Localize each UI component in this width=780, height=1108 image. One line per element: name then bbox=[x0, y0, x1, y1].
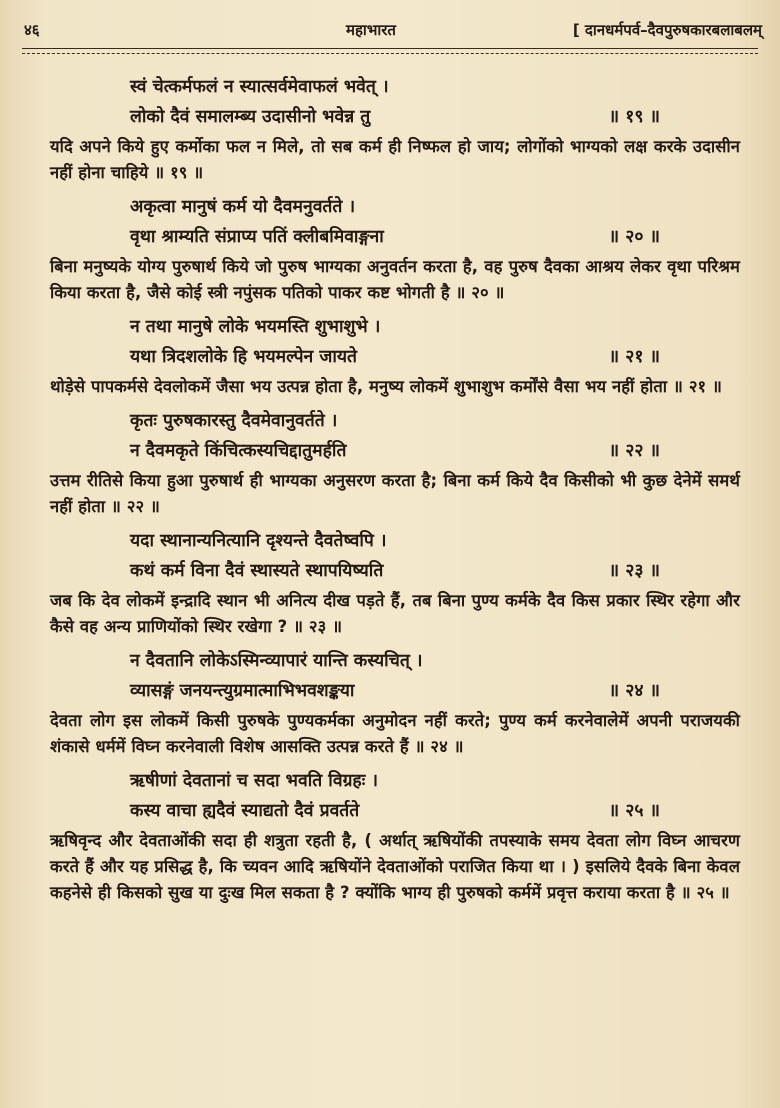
shloka-block bbox=[50, 406, 740, 520]
verse-line bbox=[50, 796, 740, 826]
shloka-block bbox=[50, 766, 740, 906]
verse-line: अकृत्वा मानुषं कर्म यो दैवमनुवर्तते । bbox=[130, 197, 356, 217]
translation: बिना मनुष्यके योग्य पुरुषार्थ किये जो पुरुष भाग्यका अनुवर्तन करता है, वह पुरुष दैवका आश्रय लेकर वृथा परिश्रम किया करता है, जैसे कोई स्त्री नपुंसक पतिको पाकर कष्ट भोगती है ॥ २० ॥ bbox=[50, 257, 740, 302]
verse-text: लोको दैवं समालम्ब्य उदासीनो भवेन्न तु bbox=[130, 107, 371, 127]
verse-text: कस्य वाचा ह्यदैवं स्याद्यतो दैवं प्रवर्तते bbox=[130, 801, 360, 821]
translation: देवता लोग इस लोकमें किसी पुरुषके पुण्यकर्मका अनुमोदन नहीं करते; पुण्य कर्म करनेवालेमें अपनी पराजयकी शंकासे धर्ममें विघ्न करनेवाली विशेष आसक्ति उत्पन्न करते हैं ॥ २४ ॥ bbox=[50, 711, 740, 756]
verse-number: ॥ २५ ॥ bbox=[608, 801, 660, 821]
verse-line bbox=[50, 436, 740, 466]
page-header bbox=[18, 18, 762, 44]
verse-line: न दैवतानि लोकेऽस्मिन्व्यापारं यान्ति कस्यचित् । bbox=[130, 651, 423, 671]
page-content bbox=[50, 72, 740, 912]
verse-text: कथं कर्म विना दैवं स्थास्यते स्थापयिष्यति bbox=[130, 561, 384, 581]
verse-text: यथा त्रिदशलोके हि भयमल्पेन जायते bbox=[130, 347, 358, 367]
section-title: [ दानधर्मपर्व–दैवपुरुषकारबलाबलम् bbox=[572, 21, 762, 39]
verse-number: ॥ २१ ॥ bbox=[608, 347, 660, 367]
shloka-block bbox=[50, 526, 740, 640]
verse-text: न दैवमकृते किंचित्कस्यचिद्दातुमर्हति bbox=[130, 441, 347, 461]
verse-number: ॥ २४ ॥ bbox=[608, 681, 660, 701]
book-title: महाभारत bbox=[346, 21, 396, 39]
translation: ऋषिवृन्द और देवताओंकी सदा ही शत्रुता रहती है, ( अर्थात् ऋषियोंकी तपस्याके समय देवता लोग विघ्न आचरण करते हैं और यह प्रसिद्ध है, कि च्यवन आदि ऋषियोंने देवताओंको पराजित किया था । ) इसलिये दैवके बिना केवल कहनेसे ही किसको सुख या दुःख मिल सकता है ? क्योंकि भाग्य ही पुरुषको कर्ममें प्रवृत्त कराया करता है ॥ २५ ॥ bbox=[50, 831, 740, 902]
verse-line bbox=[50, 222, 740, 252]
verse-number: ॥ २० ॥ bbox=[608, 227, 660, 247]
translation: यदि अपने किये हुए कर्मोका फल न मिले, तो सब कर्म ही निष्फल हो जाय; लोगोंको भाग्यको लक्ष करके उदासीन नहीं होना चाहिये ॥ १९ ॥ bbox=[50, 137, 740, 182]
verse-line bbox=[50, 676, 740, 706]
translation: थोड़ेसे पापकर्मसे देवलोकमें जैसा भय उत्पन्न होता है, मनुष्य लोकमें शुभाशुभ कर्मोंसे वैसा भय नहीं होता ॥ २१ ॥ bbox=[50, 377, 723, 396]
shloka-block bbox=[50, 72, 740, 186]
verse-line: यदा स्थानान्यनित्यानि दृश्यन्ते दैवतेष्वपि । bbox=[130, 531, 387, 551]
verse-number: ॥ २२ ॥ bbox=[608, 441, 660, 461]
verse-text: वृथा श्राम्यति संप्राप्य पतिं क्लीबमिवाङ्गना bbox=[130, 227, 384, 247]
translation: उत्तम रीतिसे किया हुआ पुरुषार्थ ही भाग्यका अनुसरण करता है; बिना कर्म किये दैव किसीको भी कुछ देनेमें समर्थ नहीं होता ॥ २२ ॥ bbox=[50, 471, 740, 516]
verse-line bbox=[50, 342, 740, 372]
verse-line: न तथा मानुषे लोके भयमस्ति शुभाशुभे । bbox=[130, 317, 381, 337]
verse-line bbox=[50, 556, 740, 586]
verse-text: व्यासङ्गं जनयन्त्युग्रमात्माभिभवशङ्कया bbox=[130, 681, 355, 701]
verse-number: ॥ १९ ॥ bbox=[608, 107, 660, 127]
translation: जब कि देव लोकमें इन्द्रादि स्थान भी अनित्य दीख पड़ते हैं, तब बिना पुण्य कर्मके दैव किस प्रकार स्थिर रहेगा और कैसे वह अन्य प्राणियोंको स्थिर रखेगा ? ॥ २३ ॥ bbox=[50, 591, 740, 636]
page-number: ४६ bbox=[24, 21, 40, 39]
verse-line: कृतः पुरुषकारस्तु दैवमेवानुवर्तते । bbox=[130, 411, 338, 431]
shloka-block bbox=[50, 646, 740, 760]
verse-number: ॥ २३ ॥ bbox=[608, 561, 660, 581]
verse-line: स्वं चेत्कर्मफलं न स्यात्सर्वमेवाफलं भवेत् । bbox=[130, 77, 389, 97]
header-rule bbox=[22, 48, 758, 54]
shloka-block bbox=[50, 312, 740, 400]
verse-line bbox=[50, 102, 740, 132]
shloka-block bbox=[50, 192, 740, 306]
verse-line: ऋषीणां देवतानां च सदा भवति विग्रहः । bbox=[130, 771, 378, 791]
